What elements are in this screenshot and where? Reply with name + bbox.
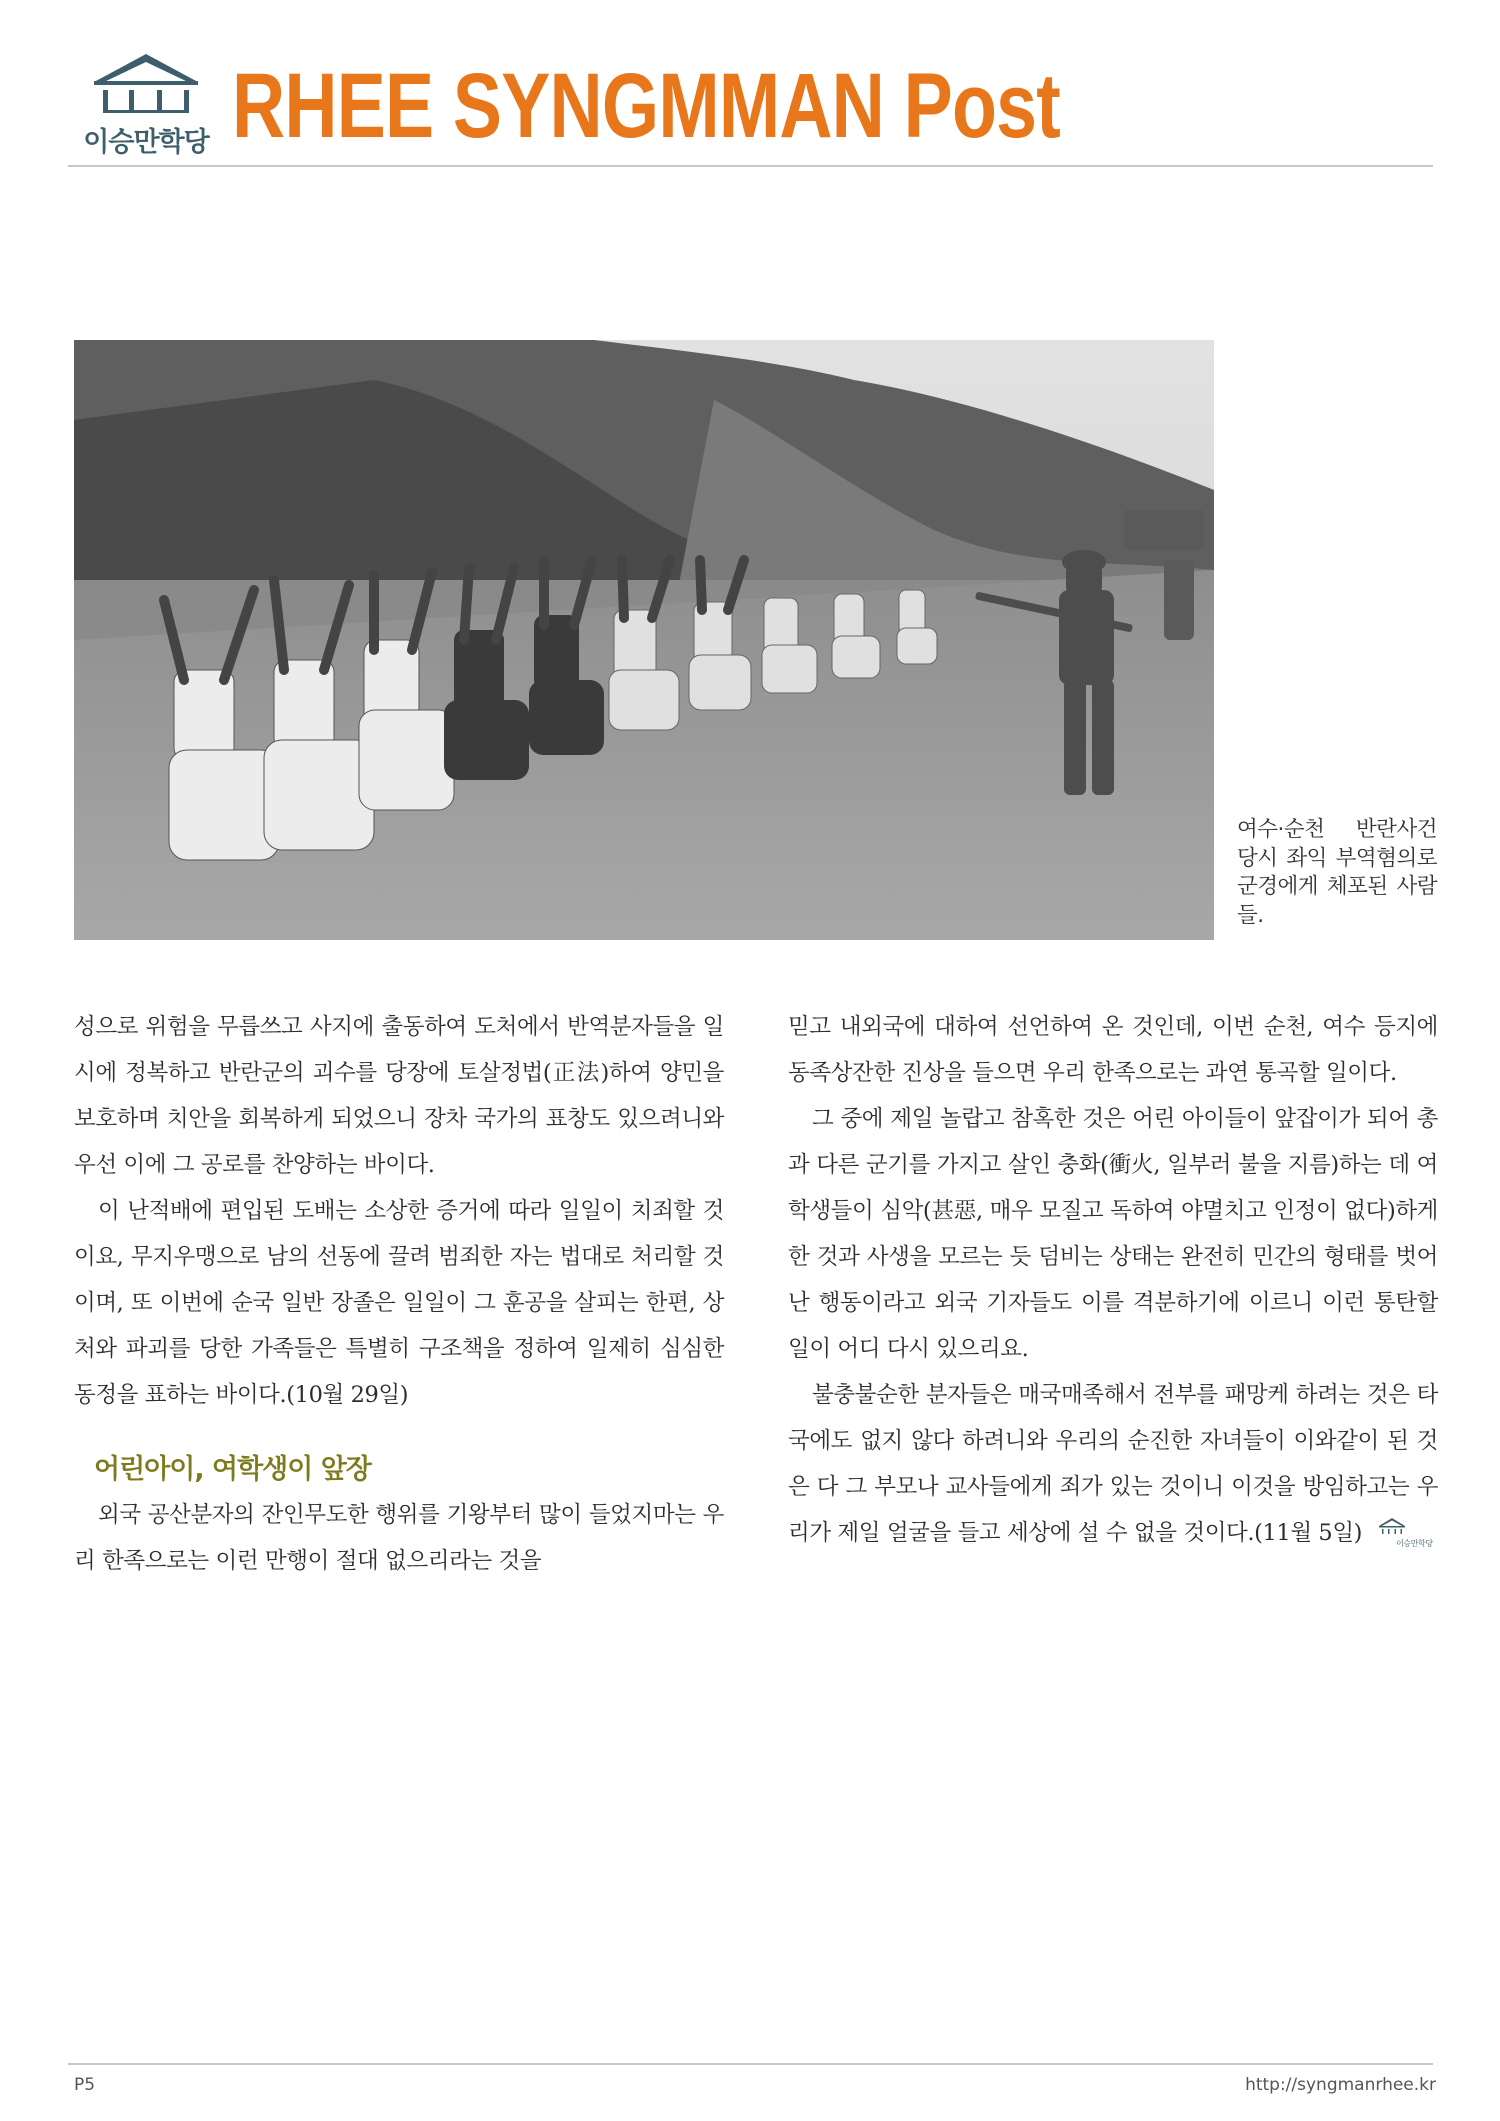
logo-house-icon (90, 48, 202, 118)
site-url: http://syngmanrhee.kr (1245, 2075, 1436, 2095)
footer-divider (68, 2063, 1433, 2065)
end-logo-text: 이승만학당 (1396, 1539, 1433, 1548)
section-subheading: 어린아이, 여학생이 앞장 (94, 1454, 371, 1485)
article-paragraph-text: 불충불순한 분자들은 매국매족해서 전부를 패망케 하려는 것은 타국에도 없지 않다 하려니와 우리의 순진한 자녀들이 이와같이 된 것은 다 그 부모나 교사들에게 죄가 있는 것이니 이것을 방임하고는 우리가 제일 얼굴을 들고 세상에 설 수 없을 것이다.(11월 5일) (788, 1382, 1438, 1546)
publication-title: RHEE SYNGMMAN Post (232, 55, 1060, 157)
article-paragraph: 외국 공산분자의 잔인무도한 행위를 기왕부터 많이 들었지마는 우리 한족으로는 이런 만행이 절대 없으리라는 것을 (74, 1502, 724, 1574)
article-paragraph: 이 난적배에 편입된 도배는 소상한 증거에 따라 일일이 치죄할 것이요, 무지우맹으로 남의 선동에 끌려 범죄한 자는 법대로 처리할 것이며, 또 이번에 순국 일반 장졸은 일일이 그 훈공을 살피는 한편, 상처와 파괴를 당한 가족들은 특별히 구조책을 정하여 일제히 심심한 동정을 표하는 바이다.(10월 29일) (74, 1198, 724, 1408)
page-number: P5 (74, 2075, 96, 2095)
photo-caption: 여수·순천 반란사건 당시 좌익 부역혐의로 군경에게 체포된 사람들. (1237, 817, 1437, 928)
article-paragraph: 성으로 위험을 무릅쓰고 사지에 출동하여 도처에서 반역분자들을 일시에 정복하고 반란군의 괴수를 당장에 토살정법(正法)하여 양민을 보호하며 치안을 회복하게 되었으니 장차 국가의 표창도 있으려니와 우선 이에 그 공로를 찬양하는 바이다. (74, 1014, 724, 1178)
end-house-icon (1378, 1517, 1406, 1537)
logo (68, 48, 224, 160)
logo-text: 이승만학당 (83, 127, 209, 158)
left-column (74, 1004, 724, 1584)
article-paragraph: 믿고 내외국에 대하여 선언하여 온 것인데, 이번 순천, 여수 등지에 동족상잔한 진상을 들으면 우리 한족으로는 과연 통곡할 일이다. (788, 1014, 1438, 1086)
right-column (788, 1004, 1438, 1556)
page-header (68, 48, 1433, 166)
article-paragraph (788, 1372, 1438, 1556)
header-divider (68, 165, 1433, 167)
historical-photo (74, 340, 1214, 940)
photo-illustration (74, 340, 1214, 940)
article-paragraph: 그 중에 제일 놀랍고 참혹한 것은 어린 아이들이 앞잡이가 되어 총과 다른 군기를 가지고 살인 충화(衝火, 일부러 불을 지름)하는 데 여학생들이 심악(甚惡, 매우 모질고 독하여 야멸치고 인정이 없다)하게 한 것과 사생을 모르는 듯 덤비는 상태는 완전히 민간의 형태를 벗어난 행동이라고 외국 기자들도 이를 격분하기에 이르니 이런 통탄할 일이 어디 다시 있으리요. (788, 1106, 1438, 1362)
end-logo (1372, 1517, 1433, 1551)
